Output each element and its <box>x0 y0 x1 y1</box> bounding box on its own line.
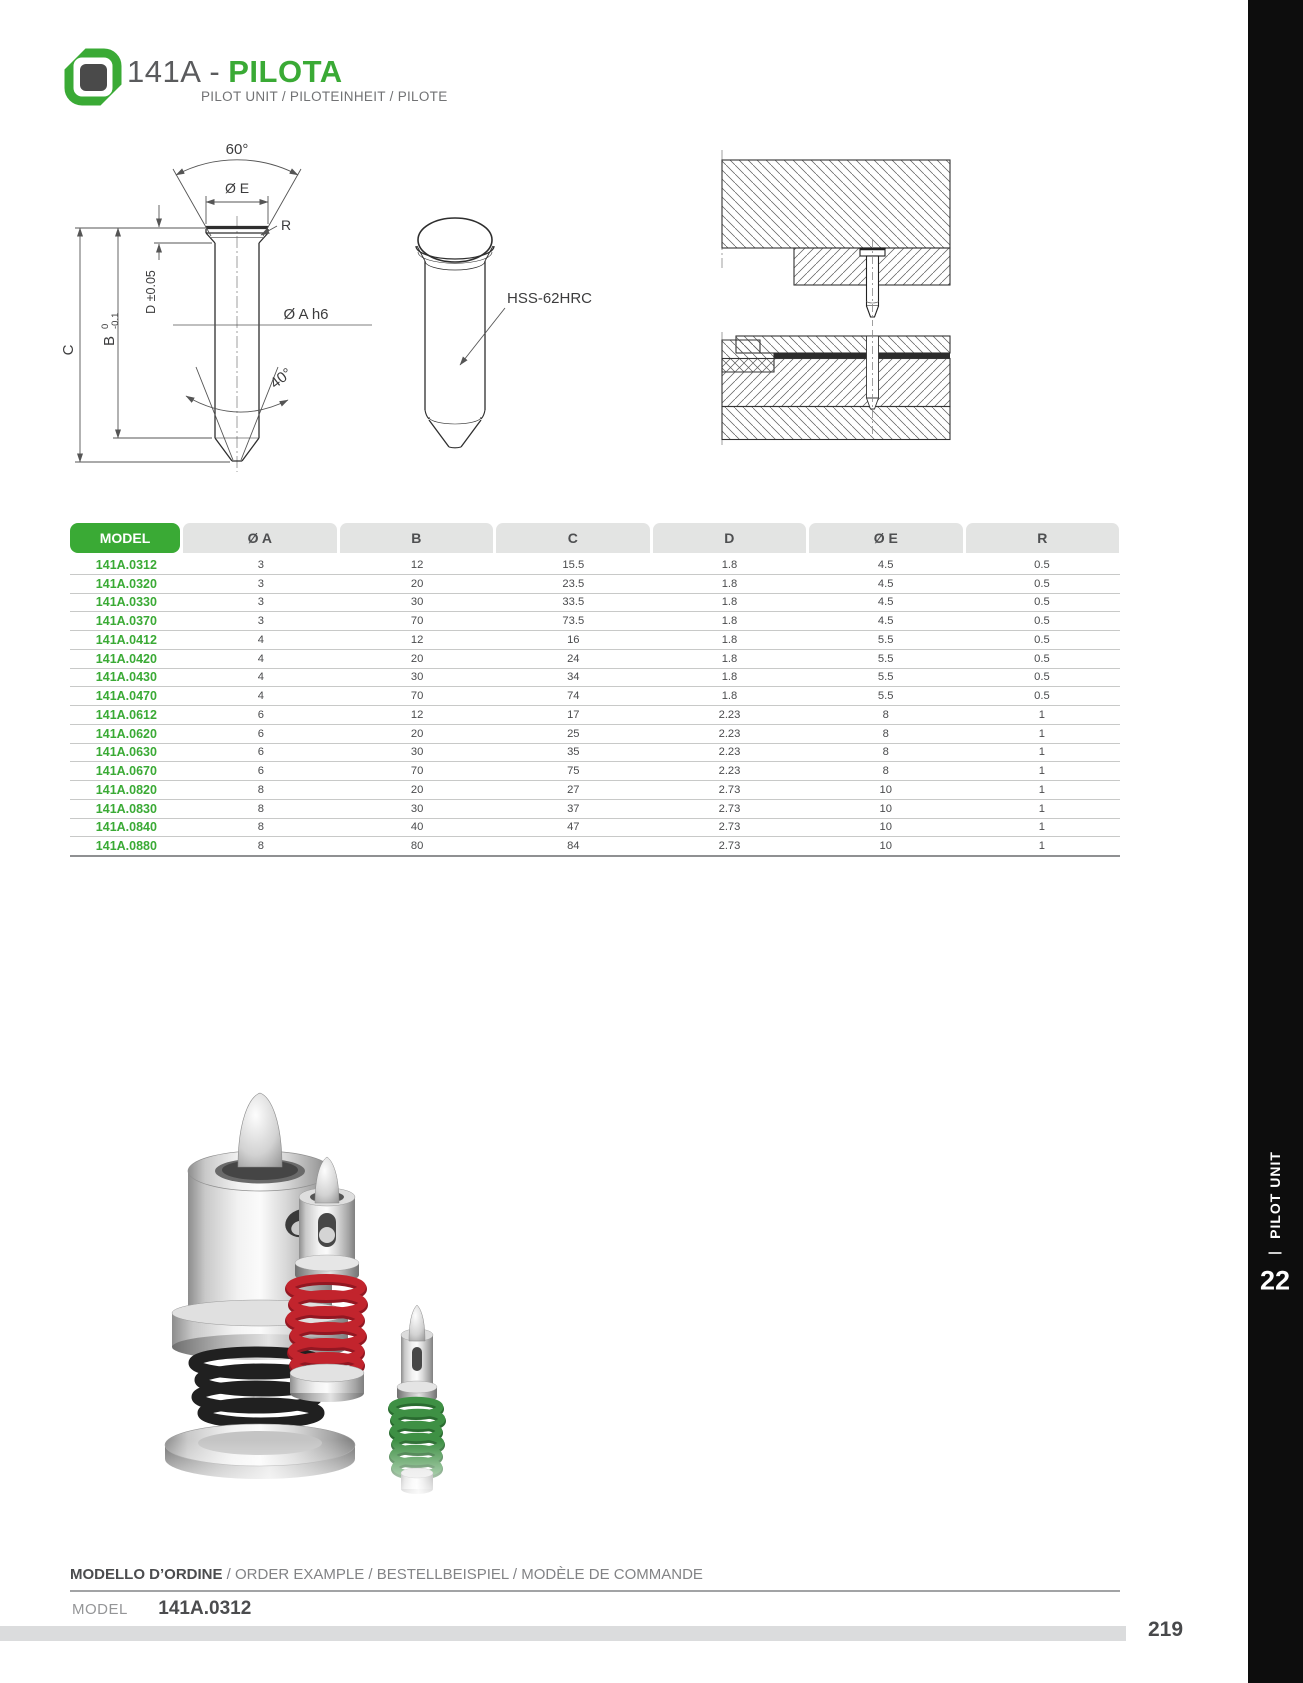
value-cell: 2.23 <box>718 746 741 759</box>
value-cell: 8 <box>882 746 889 759</box>
table-row <box>70 744 1120 763</box>
model-cell: 141A.0830 <box>95 801 157 816</box>
value-cell: 17 <box>567 708 580 721</box>
table-row <box>70 687 1120 706</box>
table-row <box>70 556 1120 575</box>
value-cell: 23.5 <box>562 577 585 590</box>
value-cell: 1 <box>1038 821 1046 834</box>
value-cell: 30 <box>410 671 424 684</box>
label-b-dim <box>100 313 121 346</box>
value-cell: 1 <box>1038 765 1046 778</box>
value-cell: 70 <box>410 765 424 778</box>
value-cell: 6 <box>257 727 264 740</box>
order-model-value: 141A.0312 <box>158 1598 252 1619</box>
value-cell: 1.8 <box>721 558 738 571</box>
value-cell: 0.5 <box>1034 558 1050 571</box>
page-subtitle: PILOT UNIT / PILOTEINHEIT / PILOTE <box>201 89 448 104</box>
value-cell: 6 <box>257 708 264 721</box>
table-row <box>70 837 1120 857</box>
label-dia-head: Ø E <box>224 180 250 196</box>
value-cell: 70 <box>410 615 424 628</box>
table-row <box>70 631 1120 650</box>
order-model-line <box>72 1598 251 1620</box>
column-header-dia-a: Ø A <box>183 523 337 553</box>
label-radius: R <box>281 217 292 233</box>
table-header-row <box>70 523 1120 553</box>
column-header-c: C <box>496 523 650 553</box>
value-cell: 8 <box>257 840 264 853</box>
product-name: PILOTA <box>228 54 343 89</box>
value-cell: 4.5 <box>877 577 894 590</box>
table-row <box>70 575 1120 594</box>
value-cell: 1 <box>1038 746 1046 759</box>
pilot-unit-medium <box>290 1157 364 1402</box>
value-cell: 12 <box>410 633 424 646</box>
value-cell: 4.5 <box>877 615 894 628</box>
value-cell: 1.8 <box>721 615 738 628</box>
column-header-dia-e: Ø E <box>809 523 963 553</box>
value-cell: 0.5 <box>1034 690 1050 703</box>
value-cell: 1.8 <box>721 652 738 665</box>
value-cell: 27 <box>567 783 580 796</box>
value-cell: 5.5 <box>877 633 894 646</box>
value-cell: 40 <box>410 821 424 834</box>
table-body <box>70 556 1120 857</box>
value-cell: 8 <box>882 708 889 721</box>
side-slot <box>412 1347 422 1371</box>
value-cell: 1 <box>1038 783 1046 796</box>
value-cell: 6 <box>257 765 264 778</box>
value-cell: 0.5 <box>1034 615 1050 628</box>
value-cell: 2.23 <box>718 765 741 778</box>
table-row <box>70 725 1120 744</box>
value-cell: 0.5 <box>1034 596 1050 609</box>
table-row <box>70 669 1120 688</box>
value-cell: 8 <box>882 727 889 740</box>
value-cell: 35 <box>567 746 580 759</box>
label-c-dim: C <box>60 344 77 356</box>
value-cell: 70 <box>410 690 424 703</box>
value-cell: 20 <box>410 783 424 796</box>
chapter-sidebar <box>1248 0 1303 1683</box>
label-material: HSS-62HRC <box>507 290 593 307</box>
model-cell: 141A.0670 <box>95 764 157 779</box>
column-header-b: B <box>340 523 494 553</box>
table-row <box>70 612 1120 631</box>
page-title <box>127 54 343 90</box>
value-cell: 8 <box>257 783 264 796</box>
model-cell: 141A.0612 <box>95 707 157 722</box>
model-cell: 141A.0880 <box>95 839 157 854</box>
column-header-model: MODEL <box>70 523 180 553</box>
value-cell: 10 <box>879 840 892 853</box>
value-cell: 80 <box>410 840 424 853</box>
chapter-label: PILOT UNIT <box>1267 1151 1283 1239</box>
value-cell: 16 <box>567 633 580 646</box>
pin-iso-view <box>416 218 592 448</box>
assembly-section-view <box>722 150 950 445</box>
table-row <box>70 706 1120 725</box>
label-tip-angle: 40° <box>267 364 296 393</box>
value-cell: 0.5 <box>1034 671 1050 684</box>
table-row <box>70 800 1120 819</box>
order-heading-secondary: / ORDER EXAMPLE / BESTELLBEISPIEL / MODÈLE DE COMMANDE <box>222 1566 703 1583</box>
red-spring <box>290 1278 363 1372</box>
model-cell: 141A.0370 <box>95 614 157 629</box>
value-cell: 1.8 <box>721 690 738 703</box>
dimensions-table <box>70 523 1120 857</box>
column-header-r: R <box>966 523 1120 553</box>
pilot-pin-tip <box>238 1093 282 1167</box>
value-cell: 4.5 <box>877 596 894 609</box>
title-separator: - <box>209 54 221 89</box>
model-cell: 141A.0412 <box>95 632 157 647</box>
column-header-d: D <box>653 523 807 553</box>
value-cell: 30 <box>410 802 424 815</box>
model-cell: 141A.0420 <box>95 651 157 666</box>
value-cell: 3 <box>257 577 264 590</box>
value-cell: 12 <box>410 558 424 571</box>
model-cell: 141A.0620 <box>95 726 157 741</box>
value-cell: 2.23 <box>718 708 741 721</box>
value-cell: 5.5 <box>877 652 894 665</box>
value-cell: 2.73 <box>718 840 741 853</box>
value-cell: 5.5 <box>877 671 894 684</box>
value-cell: 0.5 <box>1034 633 1050 646</box>
dimension-labels <box>60 141 329 392</box>
label-top-angle: 60° <box>225 141 249 158</box>
table-row <box>70 819 1120 838</box>
photo-fade <box>70 1440 500 1505</box>
model-cell: 141A.0470 <box>95 689 157 704</box>
table-row <box>70 650 1120 669</box>
page-number: 219 <box>1148 1618 1184 1641</box>
value-cell: 8 <box>257 802 264 815</box>
value-cell: 1.8 <box>721 633 738 646</box>
value-cell: 8 <box>257 821 264 834</box>
value-cell: 37 <box>567 802 580 815</box>
value-cell: 0.5 <box>1034 652 1050 665</box>
value-cell: 84 <box>567 840 580 853</box>
table-row <box>70 594 1120 613</box>
value-cell: 8 <box>882 765 889 778</box>
value-cell: 75 <box>567 765 580 778</box>
product-code: 141A <box>127 54 202 89</box>
value-cell: 33.5 <box>562 596 585 609</box>
value-cell: 3 <box>257 615 264 628</box>
value-cell: 1 <box>1038 727 1046 740</box>
value-cell: 3 <box>257 596 264 609</box>
label-b-tol-lower: -0.1 <box>110 312 121 329</box>
value-cell: 2.73 <box>718 821 741 834</box>
order-model-label: MODEL <box>72 1601 128 1618</box>
value-cell: 20 <box>410 652 424 665</box>
value-cell: 4 <box>257 652 264 665</box>
model-cell: 141A.0630 <box>95 745 157 760</box>
model-cell: 141A.0330 <box>95 595 157 610</box>
value-cell: 4 <box>257 671 264 684</box>
value-cell: 1.8 <box>721 596 738 609</box>
label-b: B <box>101 336 118 347</box>
value-cell: 1.8 <box>721 671 738 684</box>
value-cell: 24 <box>567 652 580 665</box>
value-cell: 1 <box>1038 840 1046 853</box>
sheet-metal-strip <box>774 353 867 359</box>
value-cell: 0.5 <box>1034 577 1050 590</box>
product-photo <box>70 1055 500 1505</box>
label-b-tol-upper: 0 <box>100 323 111 329</box>
value-cell: 2.23 <box>718 727 741 740</box>
table-row <box>70 762 1120 781</box>
sidebar-separator <box>1269 1252 1282 1254</box>
pilot-unit-large <box>165 1093 355 1479</box>
pin-front-view <box>60 141 372 472</box>
model-cell: 141A.0320 <box>95 576 157 591</box>
value-cell: 4.5 <box>877 558 894 571</box>
model-cell: 141A.0840 <box>95 820 157 835</box>
value-cell: 3 <box>257 558 264 571</box>
value-cell: 12 <box>410 708 424 721</box>
label-dia-shaft: Ø A h6 <box>283 306 329 323</box>
value-cell: 1 <box>1038 708 1046 721</box>
sheet-metal-strip <box>879 353 951 359</box>
value-cell: 10 <box>879 802 892 815</box>
value-cell: 74 <box>567 690 580 703</box>
model-cell: 141A.0430 <box>95 670 157 685</box>
value-cell: 1 <box>1038 802 1046 815</box>
value-cell: 25 <box>567 727 580 740</box>
value-cell: 73.5 <box>562 615 585 628</box>
value-cell: 5.5 <box>877 690 894 703</box>
value-cell: 2.73 <box>718 802 741 815</box>
value-cell: 20 <box>410 577 424 590</box>
footer-bar <box>0 1626 1126 1641</box>
label-d-dim: D ±0.05 <box>144 270 158 314</box>
value-cell: 2.73 <box>718 783 741 796</box>
value-cell: 1.8 <box>721 577 738 590</box>
model-cell: 141A.0820 <box>95 782 157 797</box>
pilot-pin-tip <box>409 1305 425 1341</box>
value-cell: 30 <box>410 746 424 759</box>
brand-logo-icon <box>62 46 124 108</box>
value-cell: 20 <box>410 727 424 740</box>
value-cell: 34 <box>567 671 580 684</box>
chapter-number: 22 <box>1259 1265 1291 1296</box>
table-row <box>70 781 1120 800</box>
value-cell: 10 <box>879 783 892 796</box>
model-cell: 141A.0312 <box>95 557 157 572</box>
value-cell: 4 <box>257 633 264 646</box>
value-cell: 4 <box>257 690 264 703</box>
value-cell: 30 <box>410 596 424 609</box>
value-cell: 15.5 <box>562 558 585 571</box>
order-example-heading <box>70 1566 1120 1592</box>
technical-drawings <box>60 120 980 490</box>
value-cell: 10 <box>879 821 892 834</box>
value-cell: 47 <box>567 821 580 834</box>
order-heading-primary: MODELLO D’ORDINE <box>70 1566 223 1583</box>
value-cell: 6 <box>257 746 264 759</box>
